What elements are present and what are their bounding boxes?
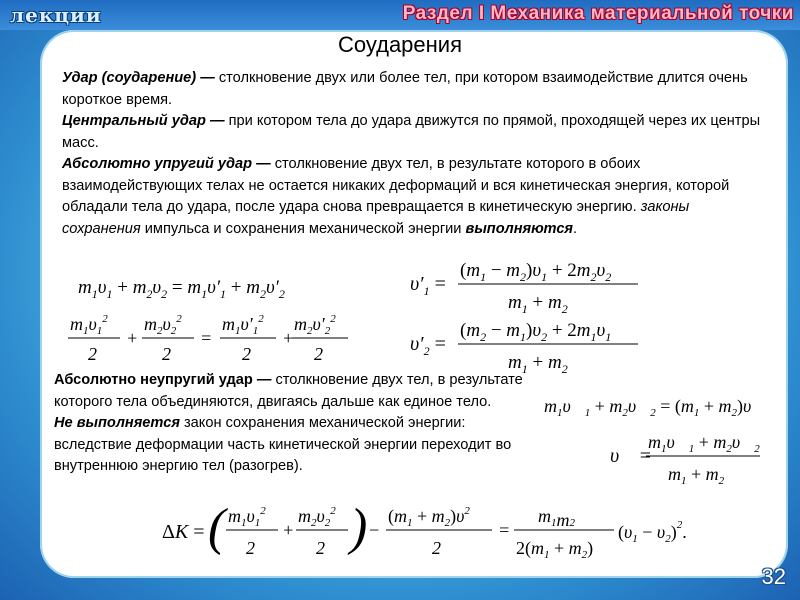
momentum-formula <box>70 268 340 302</box>
svg-text:ΔK =: ΔK = <box>162 521 205 543</box>
svg-text:m1υ⃗1 + m2υ⃗2 = (m1 + m2)υ⃗: $m_1\upsilon⃗_1$ + $m_2\upsilon⃗_2 = (m_1$ + $m_2)\upsilon⃗$ <box>544 396 766 419</box>
central-term: Центральный удар — <box>62 113 225 129</box>
inelastic-block <box>54 370 540 478</box>
svg-text:): ) <box>350 499 368 556</box>
svg-text:+: + <box>126 328 139 348</box>
elastic-text2: импульса и сохранения механической энергии <box>140 220 466 237</box>
inelastic-text: столкновение двух тел, в результате которого тела объединяются, двигаясь дальше как единое тело. <box>54 372 523 410</box>
energy-formula <box>64 306 354 368</box>
central-text: при котором тела до удара движутся по прямой, проходящей через их центры масс. <box>62 113 761 151</box>
inelastic-term: Абсолютно неупругий удар — <box>54 372 272 388</box>
svg-text:m1 + m2: $m_1 + m_2$ <box>668 464 725 487</box>
impact-term: Удар (соударение) — <box>62 70 215 86</box>
inelastic-not-fulfilled: Не выполняется <box>54 415 180 431</box>
svg-text:(m1 + m2)υ2: $(m_1 + m_2)\upsilon^2$ <box>388 505 470 529</box>
svg-text:(υ1 − υ2)2.: $(\upsilon_1 - \upsilon_2)^2$. <box>618 519 687 545</box>
svg-text:2: 2 <box>242 344 251 364</box>
lectures-link[interactable]: лекции <box>10 3 102 27</box>
svg-text:+: + <box>282 328 295 348</box>
svg-text:=: = <box>200 328 213 348</box>
common-velocity-formula <box>610 426 770 488</box>
svg-text:υ′1 =: $\upsilon'_1$ = <box>410 273 446 298</box>
svg-text:=: = <box>498 520 511 540</box>
svg-text:m1 + m2: $m_1 + m_2$ <box>508 292 568 316</box>
svg-text:m1υ12: $m_1\upsilon_1^2$ <box>70 313 108 337</box>
svg-text:m2υ′22: $m_2\upsilon'_2^2$ <box>294 313 336 337</box>
elastic-laws: законы сохранения <box>62 199 690 237</box>
elastic-text: столкновение двух тел, в результате которого в обоих взаимодействующих телах не остается никаких деформаций и вся кинетическая энергия, которой обладали тела до удара, после удара снова превращается в кинетическую энергию. <box>62 156 730 215</box>
slide-title: Соударения <box>337 32 463 57</box>
elastic-term: Абсолютно упругий удар — <box>62 156 271 172</box>
section-title: Раздел I Механика материальной точки <box>402 3 794 24</box>
svg-text:2: 2 <box>246 538 255 558</box>
svg-text:m2υ22: $m_2\upsilon_2^2$ <box>298 505 336 529</box>
svg-text:2: 2 <box>88 344 97 364</box>
inelastic-momentum-formula <box>544 388 784 422</box>
svg-text:m2υ22: $m_2\upsilon_2^2$ <box>144 313 182 337</box>
svg-text:2(m1 + m2): $2(m_1 + m_2)$ <box>516 538 594 561</box>
inelastic-text2: закон сохранения механической энергии: вследствие деформации часть кинетической энергии переходит во внутреннюю энергию тел (разогрев). <box>54 415 512 474</box>
svg-text:υ′2 =: $\upsilon'_2$ = <box>410 333 446 358</box>
svg-text:m1υ12: $m_1\upsilon_1^2$ <box>228 505 266 529</box>
elastic-end: . <box>573 220 578 237</box>
svg-text:2: 2 <box>314 344 323 364</box>
svg-text:+: + <box>282 520 295 540</box>
velocity1-after-formula <box>410 254 650 316</box>
svg-text:m1υ1 + m2υ2 = m1υ′1 + m2υ′2: $m_1\upsilon_1 + m_2\upsilon_2 = m_1\upsilon'_1 + m_2\upsilon'_2$ <box>78 277 285 301</box>
svg-text:(m2 − m1)υ2 + 2m1υ1: $(m_2 - m_1)\upsilon_2 + 2m_1\upsilon_1$ <box>460 320 612 344</box>
svg-text:2: 2 <box>162 344 171 364</box>
svg-text:m1υ⃗1 + m2υ⃗2: $m_1\upsilon⃗_1$ + $m_2\upsilon⃗_2$ <box>648 432 760 455</box>
definitions-block <box>62 68 762 240</box>
svg-text:m1m2: $m_1m2$ <box>538 506 575 530</box>
impact-text: столкновение двух или более тел, при котором взаимодействие длится очень короткое время. <box>62 70 748 108</box>
svg-text:m1 + m2: $m_1 + m_2$ <box>508 352 568 376</box>
elastic-fulfilled: выполняются <box>465 220 574 237</box>
svg-text:2: 2 <box>316 538 325 558</box>
svg-text:m1υ′12: $m_1\upsilon'_1^2$ <box>222 313 264 337</box>
svg-text:−: − <box>368 520 381 540</box>
svg-text:(: ( <box>208 499 226 556</box>
velocity2-after-formula <box>410 314 650 376</box>
page-number: 32 <box>761 564 786 589</box>
svg-text:2: 2 <box>432 538 441 558</box>
svg-text:(m1 − m2)υ1 + 2m2υ2: $(m_1 - m_2)\upsilon_1 + 2m_2\upsilon_2$ <box>460 260 612 284</box>
svg-text:υ⃗ =: υ⃗ = <box>610 445 652 467</box>
kinetic-energy-loss-formula <box>162 494 722 570</box>
